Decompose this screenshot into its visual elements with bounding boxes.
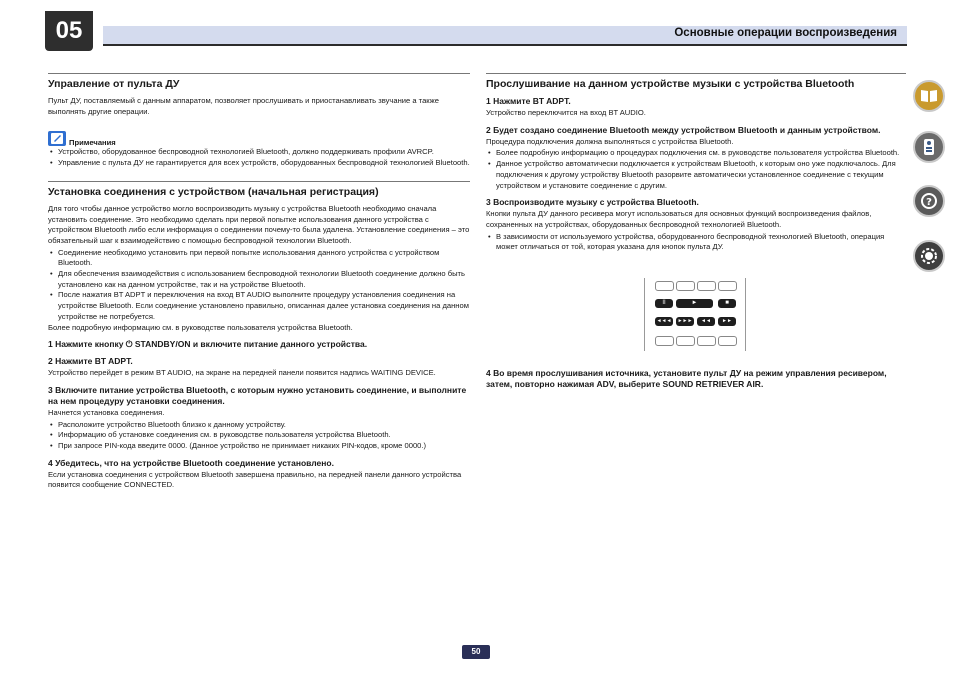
step-1: 1 Нажмите кнопку ⏻ STANDBY/ON и включите питание данного устройства. — [48, 339, 368, 350]
troubleshoot-icon[interactable] — [913, 185, 945, 217]
chapter-number: 05 — [45, 11, 93, 51]
listen-step-2-bullets — [486, 148, 906, 191]
section-title-listening: Прослушивание на данном устройстве музыки с устройства Bluetooth — [486, 73, 906, 90]
left-column — [48, 73, 470, 492]
remote-prev-button: ◄◄◄ — [656, 318, 672, 324]
pairing-bullet: • После нажатия BT ADPT и переключения на вход BT AUDIO выполните процедуру установления соединения на устройстве Bluetooth. Если соединение установлено правильно, описанная далее установка соединения на данном устройстве не потребуется. — [58, 290, 470, 322]
listen-step-2: 2 Будет создано соединение Bluetooth между устройством Bluetooth и данным устройством. — [486, 124, 881, 135]
listen-step-4: 4 Во время прослушивания источника, установите пульт ДУ на режим управления ресивером, затем, повторно нажимая ADV, выберите SOUND RETRIEVER AIR. — [486, 368, 887, 389]
listen-step-3-bullet: • В зависимости от используемого устройства, оборудованного беспроводной технологией Bluetooth, операция может отличаться от той, которая указана для кнопок пульта ДУ. — [496, 232, 906, 253]
step-3-bullet: • Расположите устройство Bluetooth близко к данному устройству. — [58, 420, 470, 431]
notes-title: Примечания — [69, 138, 116, 148]
svg-text:?: ? — [926, 197, 932, 208]
listen-step-1-text: Устройство переключится на вход BT AUDIO. — [486, 108, 646, 117]
notes-header — [48, 129, 470, 147]
remote-blank-button — [676, 336, 695, 346]
step-2-text: Устройство перейдет в режим BT AUDIO, на экране на передней панели появится надпись WAITING DEVICE. — [48, 368, 436, 378]
step-4: 4 Убедитесь, что на устройстве Bluetooth соединение установлено. — [48, 457, 334, 468]
remote-play-button: ► — [676, 299, 713, 308]
pairing-intro: Для того чтобы данное устройство могло воспроизводить музыку с устройства Bluetooth необходимо сначала установить соединение. Это необходимо сделать при первой попытке использования данного устройства с устройством Bluetooth либо если информация о соединении почему-то была удалена. Установление соединения – это обязательный шаг к взаимодействию с помощью беспроводной технологии Bluetooth. — [48, 203, 470, 245]
note-item: • Управление с пульта ДУ не гарантируется для всех устройств, оборудованных беспроводной технологией Bluetooth. — [58, 158, 470, 169]
remote-blank-button — [697, 281, 716, 291]
listen-step-4-block — [486, 362, 906, 391]
listen-step-1: 1 Нажмите BT ADPT. — [486, 96, 571, 106]
pairing-more-info: Более подробную информацию см. в руководстве пользователя устройства Bluetooth. — [48, 322, 353, 332]
page-number: 50 — [462, 645, 490, 659]
listen-step-2-bullet: • Данное устройство автоматически подключается к устройствам Bluetooth, к которым оно уже подключалось. Для подключения к другому устройству Bluetooth разорвите автоматически установленное соединение с текущим устройством и установите соединение с другим. — [496, 159, 906, 191]
pairing-bullet: • Для обеспечения взаимодействия с использованием беспроводной технологии Bluetooth соединение должно быть установлено как на данном устройстве, так и на устройстве Bluetooth. — [58, 269, 470, 290]
notes-list — [48, 147, 470, 168]
remote-blank-button — [676, 281, 695, 291]
section-title-remote: Управление от пульта ДУ — [48, 73, 470, 90]
section-title-pairing: Установка соединения с устройством (начальная регистрация) — [48, 181, 470, 198]
remote-rewind-button: ◄◄ — [697, 317, 715, 326]
pairing-bullets — [48, 248, 470, 323]
remote-illustration — [644, 278, 746, 351]
listen-step-3: 3 Воспроизводите музыку с устройства Bluetooth. — [486, 197, 699, 208]
remote-forward-button: ►► — [718, 317, 736, 326]
remote-blank-button — [718, 336, 737, 346]
chapter-title: Основные операции воспроизведения — [674, 27, 897, 39]
remote-icon[interactable] — [913, 131, 945, 163]
listen-step-2-bullet: • Более подробную информацию о процедурах подключения см. в руководстве пользователя устройства Bluetooth. — [496, 148, 906, 159]
step-3-bullet: • Информацию об установке соединения см. в руководстве пользователя устройства Bluetooth. — [58, 430, 470, 441]
step-3: 3 Включите питание устройства Bluetooth, с которым нужно установить соединение, и выполните на нем процедуру установки соединения. — [48, 384, 467, 406]
listen-step-3-text: Кнопки пульта ДУ данного ресивера могут использоваться для основных функций воспроизведения файлов, сохраненных на устройствах, оборудованных беспроводной технологией Bluetooth. — [486, 209, 872, 229]
remote-next-button: ►►► — [677, 318, 693, 324]
remote-blank-button — [655, 281, 674, 291]
note-item: • Устройство, оборудованное беспроводной технологией Bluetooth, должно поддерживать профили AVRCP. — [58, 147, 470, 158]
settings-icon[interactable] — [913, 240, 945, 272]
step-4-text: Если установка соединения с устройством Bluetooth завершена правильно, на передней панели данного устройства появится сообщение CONNECTED. — [48, 469, 462, 490]
step-2: 2 Нажмите BT ADPT. — [48, 356, 133, 367]
right-column — [486, 73, 906, 253]
step-3-bullets — [48, 420, 470, 452]
listen-step-3-bullets — [486, 232, 906, 253]
chapter-header-bar — [103, 26, 907, 46]
remote-blank-button — [655, 336, 674, 346]
remote-stop-button: ■ — [718, 299, 736, 308]
remote-pause-button: II — [655, 299, 673, 308]
remote-blank-button — [697, 336, 716, 346]
step-3-bullet: • При запросе PIN-кода введите 0000. (Данное устройство не принимает никаких PIN-кодов, кроме 0000.) — [58, 441, 470, 452]
listen-step-2-text: Процедура подключения должна выполняться с устройства Bluetooth. — [486, 136, 734, 146]
note-icon — [48, 131, 66, 146]
remote-blank-button — [718, 281, 737, 291]
remote-intro: Пульт ДУ, поставляемый с данным аппаратом, позволяет прослушивать и приостанавливать звучание а также выполнять другие операции. — [48, 96, 439, 116]
step-3-text: Начнется установка соединения. — [48, 407, 165, 417]
pairing-bullet: • Соединение необходимо установить при первой попытке использования данного устройства с устройством Bluetooth. — [58, 248, 470, 269]
book-icon[interactable] — [913, 80, 945, 112]
